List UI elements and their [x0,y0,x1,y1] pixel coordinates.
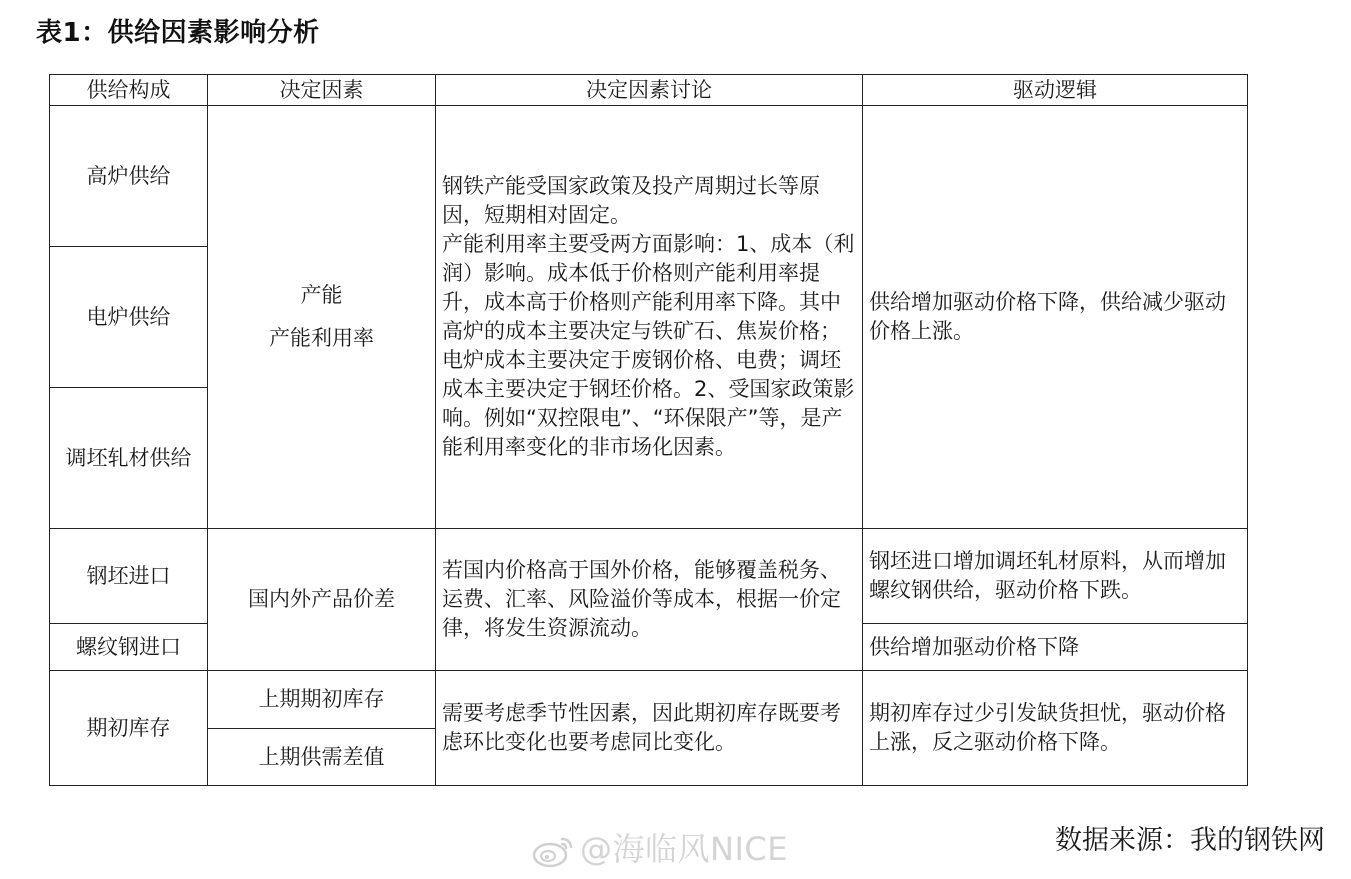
header-driving-logic: 驱动逻辑 [863,75,1248,106]
table-row [50,106,1248,247]
component-electric-furnace: 电炉供给 [50,247,208,388]
capacity-discussion-cell [436,106,863,529]
factor-capacity-cell [208,106,436,529]
watermark-text: @海临风NICE [580,830,788,868]
table-row [50,529,1248,624]
component-billet-import: 钢坯进口 [50,529,208,624]
component-blast-furnace: 高炉供给 [50,106,208,247]
inventory-discussion: 需要考虑季节性因素，因此期初库存既要考虑环比变化也要考虑同比变化。 [436,671,863,786]
factor-capacity: 产能 [300,283,343,307]
header-row [50,75,1248,106]
inventory-logic: 期初库存过少引发缺货担忧，驱动价格上涨，反之驱动价格下降。 [863,671,1248,786]
weibo-icon [532,833,576,869]
table-row [50,671,1248,729]
watermark [532,824,788,870]
capacity-discussion-p1: 钢铁产能受国家政策及投产周期过长等原因，短期相对固定。 [442,174,820,227]
header-supply-composition: 供给构成 [50,75,208,106]
factor-price-spread: 国内外产品价差 [208,529,436,671]
billet-import-logic: 钢坯进口增加调坯轧材原料，从而增加螺纹钢供给，驱动价格下跌。 [863,529,1248,624]
component-opening-inventory: 期初库存 [50,671,208,786]
table-title: 表1：供给因素影响分析 [36,18,320,48]
capacity-logic: 供给增加驱动价格下降，供给减少驱动价格上涨。 [863,106,1248,529]
rebar-import-logic: 供给增加驱动价格下降 [863,624,1248,671]
component-billet-rolling: 调坯轧材供给 [50,388,208,529]
import-discussion: 若国内价格高于国外价格，能够覆盖税务、运费、汇率、风险溢价等成本，根据一价定律，将发生资源流动。 [436,529,863,671]
capacity-discussion-p2: 产能利用率主要受两方面影响：1、成本（利润）影响。成本低于价格则产能利用率提升，成本高于价格则产能利用率下降。其中高炉的成本主要决定与铁矿石、焦炭价格；电炉成本主要决定于废钢价格、电费；调坯成本主要决定于钢坯价格。2、受国家政策影响。例如“双控限电”、“环保限产”等，是产能利用率变化的非市场化因素。 [442,232,855,459]
factor-last-opening-inventory: 上期期初库存 [208,671,436,729]
header-determinant-discussion: 决定因素讨论 [436,75,863,106]
factor-utilization: 产能利用率 [269,326,374,350]
supply-factor-table [49,74,1248,786]
data-source: 数据来源：我的钢铁网 [1055,825,1325,856]
component-rebar-import: 螺纹钢进口 [50,624,208,671]
factor-last-supply-demand-gap: 上期供需差值 [208,729,436,786]
header-determinants: 决定因素 [208,75,436,106]
